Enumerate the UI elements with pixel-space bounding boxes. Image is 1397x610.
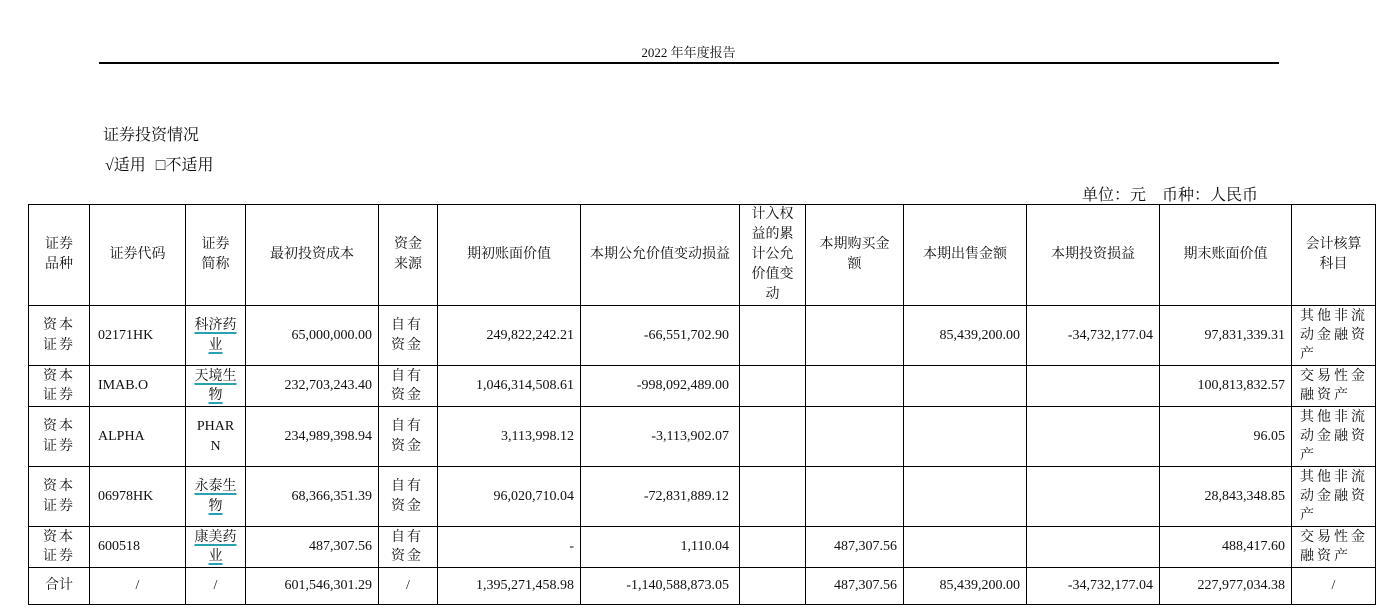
total-name: / xyxy=(186,568,246,605)
not-applicable-option: □不适用 xyxy=(155,157,214,174)
initial-cost: 487,307.56 xyxy=(246,527,379,568)
investment-income: -34,732,177.04 xyxy=(1027,306,1160,366)
initial-cost: 234,989,398.94 xyxy=(246,407,379,467)
section-title: 证券投资情况 xyxy=(103,127,200,144)
closing-value: 488,417.60 xyxy=(1160,527,1292,568)
security-name-cell xyxy=(186,366,246,407)
fv-change: -72,831,889.12 xyxy=(581,467,740,527)
purchase-amount xyxy=(806,407,904,467)
security-type: 资本证券 xyxy=(29,527,90,568)
initial-cost: 68,366,351.39 xyxy=(246,467,379,527)
applicability-options xyxy=(105,152,223,175)
security-code: IMAB.O xyxy=(90,366,186,407)
total-investment-income: -34,732,177.04 xyxy=(1027,568,1160,605)
security-type: 资本证券 xyxy=(29,366,90,407)
fund-source: 自有资金 xyxy=(379,527,438,568)
opening-value: 3,113,998.12 xyxy=(438,407,581,467)
security-code: 02171HK xyxy=(90,306,186,366)
fund-source: 自有资金 xyxy=(379,467,438,527)
fv-change: -998,092,489.00 xyxy=(581,366,740,407)
table-row xyxy=(29,306,1376,366)
purchase-amount xyxy=(806,306,904,366)
col-header-equity-fv-change: 计入权益的累计公允价值变动 xyxy=(740,205,806,306)
initial-cost: 65,000,000.00 xyxy=(246,306,379,366)
security-name-cell xyxy=(186,407,246,467)
security-name: PHARN xyxy=(196,418,235,454)
security-name-cell xyxy=(186,467,246,527)
purchase-amount: 487,307.56 xyxy=(806,527,904,568)
investment-income xyxy=(1027,407,1160,467)
col-header-type: 证券品种 xyxy=(29,205,90,306)
fv-change: -66,551,702.90 xyxy=(581,306,740,366)
security-code: ALPHA xyxy=(90,407,186,467)
sale-amount xyxy=(904,527,1027,568)
opening-value: - xyxy=(438,527,581,568)
fund-source: 自有资金 xyxy=(379,306,438,366)
header-divider xyxy=(99,62,1279,64)
unit-currency-note xyxy=(1082,182,1258,205)
sale-amount xyxy=(904,366,1027,407)
table-row xyxy=(29,407,1376,467)
security-code: 600518 xyxy=(90,527,186,568)
col-header-investment-income: 本期投资损益 xyxy=(1027,205,1160,306)
equity-fv-change xyxy=(740,366,806,407)
opening-value: 1,046,314,508.61 xyxy=(438,366,581,407)
equity-fv-change xyxy=(740,407,806,467)
security-type: 资本证券 xyxy=(29,407,90,467)
opening-value: 249,822,242.21 xyxy=(438,306,581,366)
initial-cost: 232,703,243.40 xyxy=(246,366,379,407)
col-header-name: 证券简称 xyxy=(186,205,246,306)
table-row xyxy=(29,467,1376,527)
investment-income xyxy=(1027,527,1160,568)
total-accounting-item: / xyxy=(1292,568,1376,605)
security-name-link[interactable]: 康美药业 xyxy=(194,530,237,564)
fv-change: -3,113,902.07 xyxy=(581,407,740,467)
col-header-code: 证券代码 xyxy=(90,205,186,306)
equity-fv-change xyxy=(740,306,806,366)
fund-source: 自有资金 xyxy=(379,407,438,467)
closing-value: 28,843,348.85 xyxy=(1160,467,1292,527)
closing-value: 97,831,339.31 xyxy=(1160,306,1292,366)
security-name-link[interactable]: 科济药业 xyxy=(194,317,237,353)
applicable-checked-option: √适用 xyxy=(105,157,146,174)
total-equity-fv-change xyxy=(740,568,806,605)
col-header-initial-cost: 最初投资成本 xyxy=(246,205,379,306)
total-closing-value: 227,977,034.38 xyxy=(1160,568,1292,605)
col-header-fund-source: 资金来源 xyxy=(379,205,438,306)
accounting-item: 其他非流动金融资产 xyxy=(1292,467,1376,527)
col-header-fv-change: 本期公允价值变动损益 xyxy=(581,205,740,306)
total-fund-source: / xyxy=(379,568,438,605)
col-header-closing-value: 期末账面价值 xyxy=(1160,205,1292,306)
security-name-link[interactable]: 永泰生物 xyxy=(194,478,237,514)
report-header-title: 2022 年年度报告 xyxy=(641,45,736,60)
sale-amount xyxy=(904,467,1027,527)
equity-fv-change xyxy=(740,467,806,527)
accounting-item: 交易性金融资产 xyxy=(1292,527,1376,568)
investment-income xyxy=(1027,366,1160,407)
table-row xyxy=(29,527,1376,568)
security-code: 06978HK xyxy=(90,467,186,527)
col-header-accounting-item: 会计核算科目 xyxy=(1292,205,1376,306)
total-purchase-amount: 487,307.56 xyxy=(806,568,904,605)
securities-investment-table xyxy=(28,204,1376,605)
opening-value: 96,020,710.04 xyxy=(438,467,581,527)
closing-value: 100,813,832.57 xyxy=(1160,366,1292,407)
table-total-row xyxy=(29,568,1376,605)
sale-amount: 85,439,200.00 xyxy=(904,306,1027,366)
security-type: 资本证券 xyxy=(29,306,90,366)
sale-amount xyxy=(904,407,1027,467)
fv-change: 1,110.04 xyxy=(581,527,740,568)
col-header-opening-value: 期初账面价值 xyxy=(438,205,581,306)
security-name-cell xyxy=(186,306,246,366)
security-type: 资本证券 xyxy=(29,467,90,527)
equity-fv-change xyxy=(740,527,806,568)
total-code: / xyxy=(90,568,186,605)
total-initial-cost: 601,546,301.29 xyxy=(246,568,379,605)
fund-source: 自有资金 xyxy=(379,366,438,407)
unit-label: 单位：元 xyxy=(1082,187,1147,204)
total-fv-change: -1,140,588,873.05 xyxy=(581,568,740,605)
security-name-link[interactable]: 天境生物 xyxy=(194,369,237,403)
total-label: 合计 xyxy=(29,568,90,605)
total-sale-amount: 85,439,200.00 xyxy=(904,568,1027,605)
currency-label: 币种：人民币 xyxy=(1162,187,1259,204)
closing-value: 96.05 xyxy=(1160,407,1292,467)
table-header-row xyxy=(29,205,1376,306)
accounting-item: 其他非流动金融资产 xyxy=(1292,306,1376,366)
total-opening-value: 1,395,271,458.98 xyxy=(438,568,581,605)
accounting-item: 交易性金融资产 xyxy=(1292,366,1376,407)
table-row xyxy=(29,366,1376,407)
col-header-purchase: 本期购买金额 xyxy=(806,205,904,306)
security-name-cell xyxy=(186,527,246,568)
col-header-sale: 本期出售金额 xyxy=(904,205,1027,306)
accounting-item: 其他非流动金融资产 xyxy=(1292,407,1376,467)
purchase-amount xyxy=(806,366,904,407)
investment-income xyxy=(1027,467,1160,527)
purchase-amount xyxy=(806,467,904,527)
